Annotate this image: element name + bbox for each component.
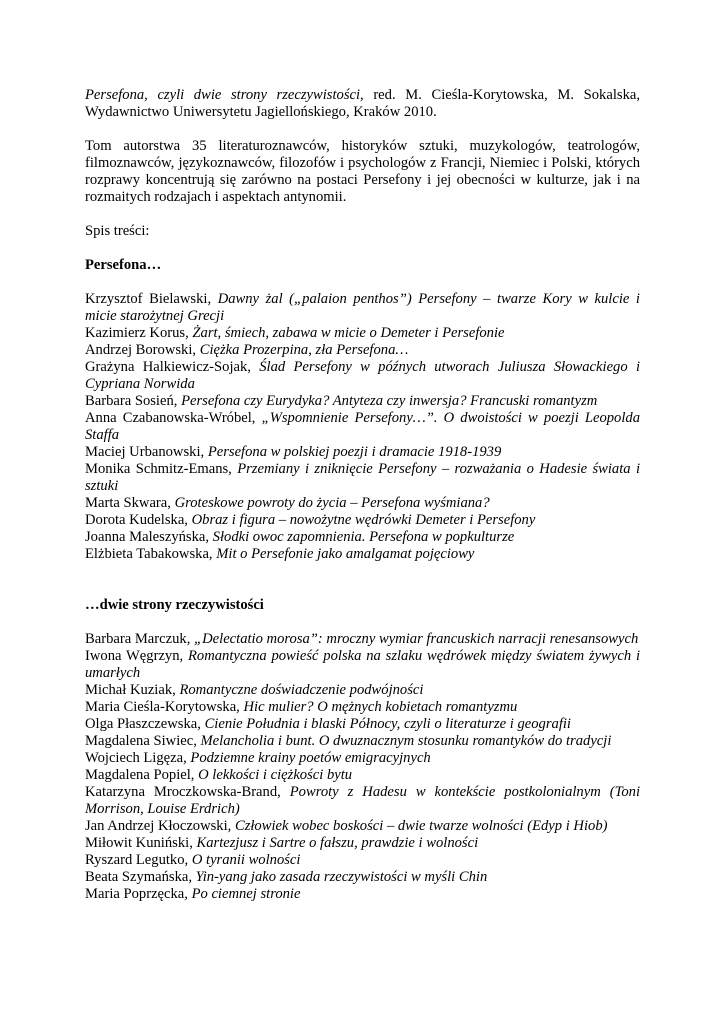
toc-label: Spis treści: bbox=[85, 223, 150, 239]
toc-entry bbox=[85, 410, 640, 444]
entry-work-title: Człowiek wobec boskości – dwie twarze wolności (Edyp i Hiob) bbox=[234, 818, 608, 834]
toc-entry bbox=[85, 529, 640, 546]
toc-entry bbox=[85, 342, 640, 359]
toc-entry bbox=[85, 495, 640, 512]
entry-work-title: Ciężka Prozerpina, zła Persefona… bbox=[199, 342, 409, 358]
entry-work-title: O tyranii wolności bbox=[191, 852, 301, 868]
entry-author: Elżbieta Tabakowska, bbox=[85, 546, 213, 562]
toc-entry bbox=[85, 359, 640, 393]
entry-author: Monika Schmitz-Emans, bbox=[85, 461, 232, 477]
entry-work-title: Mit o Persefonie jako amalgamat pojęciowy bbox=[216, 546, 475, 562]
entry-work-title: Romantyczna powieść polska na szlaku wędrówek między światem żywych i umarłych bbox=[85, 648, 641, 681]
section-title-persefona: Persefona… bbox=[85, 257, 162, 273]
entry-author: Barbara Marczuk, bbox=[85, 631, 191, 647]
toc-entries-dwie-strony bbox=[85, 631, 640, 903]
entry-author: Iwona Węgrzyn, bbox=[85, 648, 184, 664]
entry-work-title: Groteskowe powroty do życia – Persefona wyśmiana? bbox=[174, 495, 490, 511]
toc-entry bbox=[85, 835, 640, 852]
entry-author: Andrzej Borowski, bbox=[85, 342, 197, 358]
entry-author: Magdalena Popiel, bbox=[85, 767, 195, 783]
entry-author: Ryszard Legutko, bbox=[85, 852, 189, 868]
entry-work-title: Romantyczne doświadczenie podwójności bbox=[179, 682, 424, 698]
entry-work-title: Cienie Południa i blaski Północy, czyli o literaturze i geografii bbox=[204, 716, 571, 732]
toc-entry bbox=[85, 461, 640, 495]
intro-paragraph: Tom autorstwa 35 literaturoznawców, historyków sztuki, muzykologów, teatrologów, filmoznawców, językoznawców, filozofów i psychologów z Francji, Niemiec i Polski, których rozprawy koncentrują się zarówno na postaci Persefony i jej obecności w kulturze, jak i na rozmaitych rodzajach i aspektach antynomii. bbox=[85, 138, 640, 205]
toc-entry bbox=[85, 716, 640, 733]
entry-work-title: Melancholia i bunt. O dwuznacznym stosunku romantyków do tradycji bbox=[200, 733, 612, 749]
citation-rest: , red. M. Cieśla-Korytowska, M. Sokalska, Wydawnictwo Uniwersytetu Jagiellońskiego, Kraków 2010. bbox=[85, 87, 640, 120]
toc-entry bbox=[85, 750, 640, 767]
toc-section-persefona bbox=[85, 257, 640, 563]
entry-author: Maciej Urbanowski, bbox=[85, 444, 205, 460]
toc-entry bbox=[85, 444, 640, 461]
entry-author: Marta Skwara, bbox=[85, 495, 171, 511]
toc-entry bbox=[85, 818, 640, 835]
entry-work-title: Persefona czy Eurydyka? Antyteza czy inwersja? Francuski romantyzm bbox=[181, 393, 598, 409]
toc-entry bbox=[85, 631, 640, 648]
entry-work-title: Persefona w polskiej poezji i dramacie 1918-1939 bbox=[207, 444, 502, 460]
entry-author: Barbara Sosień, bbox=[85, 393, 178, 409]
toc-entry bbox=[85, 325, 640, 342]
toc-entry bbox=[85, 699, 640, 716]
toc-entry bbox=[85, 784, 640, 818]
toc-entry bbox=[85, 393, 640, 410]
entry-author: Grażyna Halkiewicz-Sojak, bbox=[85, 359, 251, 375]
entry-author: Maria Poprzęcka, bbox=[85, 886, 188, 902]
entry-author: Michał Kuziak, bbox=[85, 682, 176, 698]
citation-book-title: Persefona, czyli dwie strony rzeczywistości bbox=[85, 87, 361, 103]
entry-work-title: „Delectatio morosa”: mroczny wymiar francuskich narracji renesansowych bbox=[194, 631, 639, 647]
entry-author: Jan Andrzej Kłoczowski, bbox=[85, 818, 232, 834]
section-title-dwie-strony: …dwie strony rzeczywistości bbox=[85, 597, 264, 613]
toc-entry bbox=[85, 546, 640, 563]
entry-work-title: Dawny żal („palaion penthos”) Persefony – twarze Kory w kulcie i micie starożytnej Grecji bbox=[85, 291, 640, 324]
entry-author: Olga Płaszczewska, bbox=[85, 716, 201, 732]
entry-author: Joanna Maleszyńska, bbox=[85, 529, 210, 545]
entry-author: Maria Cieśla-Korytowska, bbox=[85, 699, 240, 715]
entry-author: Krzysztof Bielawski, bbox=[85, 291, 212, 307]
entry-author: Anna Czabanowska-Wróbel, bbox=[85, 410, 256, 426]
toc-entry bbox=[85, 767, 640, 784]
toc-entry bbox=[85, 852, 640, 869]
entry-work-title: Żart, śmiech, zabawa w micie o Demeter i Persefonie bbox=[192, 325, 505, 341]
toc-entry bbox=[85, 682, 640, 699]
entry-author: Miłowit Kuniński, bbox=[85, 835, 193, 851]
entry-author: Wojciech Ligęza, bbox=[85, 750, 187, 766]
entry-author: Beata Szymańska, bbox=[85, 869, 192, 885]
entry-work-title: „Wspomnienie Persefony…”. O dwoistości w poezji Leopolda Staffa bbox=[85, 410, 641, 443]
entry-author: Katarzyna Mroczkowska-Brand, bbox=[85, 784, 281, 800]
entry-work-title: Yin-yang jako zasada rzeczywistości w myśli Chin bbox=[195, 869, 488, 885]
entry-work-title: O lekkości i ciężkości bytu bbox=[198, 767, 353, 783]
entry-author: Magdalena Siwiec, bbox=[85, 733, 197, 749]
entry-work-title: Po ciemnej stronie bbox=[191, 886, 301, 902]
citation-paragraph bbox=[85, 87, 640, 121]
entry-author: Dorota Kudelska, bbox=[85, 512, 188, 528]
toc-entry bbox=[85, 512, 640, 529]
entry-work-title: Ślad Persefony w późnych utworach Juliusza Słowackiego i Cypriana Norwida bbox=[85, 359, 640, 392]
entry-work-title: Hic mulier? O mężnych kobietach romantyzmu bbox=[243, 699, 518, 715]
toc-entry bbox=[85, 733, 640, 750]
entry-work-title: Kartezjusz i Sartre o fałszu, prawdzie i wolności bbox=[196, 835, 479, 851]
toc-section-dwie-strony bbox=[85, 597, 640, 903]
entry-work-title: Przemiany i zniknięcie Persefony – rozważania o Hadesie świata i sztuki bbox=[85, 461, 640, 494]
toc-entries-persefona bbox=[85, 291, 640, 563]
toc-entry bbox=[85, 869, 640, 886]
toc-entry bbox=[85, 886, 640, 903]
entry-work-title: Podziemne krainy poetów emigracyjnych bbox=[190, 750, 431, 766]
toc-entry bbox=[85, 291, 640, 325]
toc-entry bbox=[85, 648, 640, 682]
entry-work-title: Powroty z Hadesu w kontekście postkolonialnym (Toni Morrison, Louise Erdrich) bbox=[85, 784, 640, 817]
entry-work-title: Obraz i figura – nowożytne wędrówki Demeter i Persefony bbox=[191, 512, 536, 528]
entry-author: Kazimierz Korus, bbox=[85, 325, 189, 341]
entry-work-title: Słodki owoc zapomnienia. Persefona w popkulturze bbox=[212, 529, 515, 545]
